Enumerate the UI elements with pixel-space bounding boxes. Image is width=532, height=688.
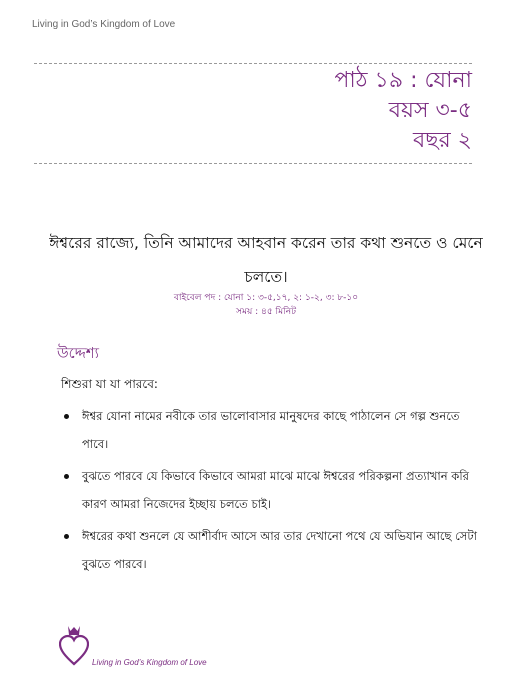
bullet-icon <box>64 414 69 419</box>
bullet-icon <box>64 474 69 479</box>
bottom-divider <box>34 163 472 164</box>
lesson-year: বছর ২ <box>413 128 472 153</box>
top-divider <box>34 63 472 64</box>
list-item <box>62 462 482 518</box>
list-item <box>62 402 482 458</box>
objectives-heading: উদ্দেশ্য <box>57 344 100 362</box>
bullet-icon <box>64 534 69 539</box>
lesson-title: পাঠ ১৯ : যোনা <box>334 68 472 93</box>
list-item-text: ঈশ্বর যোনা নামের নবীকে তার ভালোবাসার মানুষদের কাছে পাঠালেন সে গল্প শুনতে পাবে। <box>82 409 460 451</box>
list-item-text: ঈশ্বরের কথা শুনলে যে আশীর্বাদ আসে আর তার দেখানো পথে যে অভিযান আছে সেটা বুঝতে পারবে। <box>82 529 477 571</box>
lesson-age: বয়স ৩-৫ <box>388 98 472 123</box>
bible-passage: বাইবেল পদ : যোনা ১: ৩-৫,১৭, ২: ১-২, ৩: ৮-১০ <box>173 293 359 303</box>
objectives-list <box>62 402 482 582</box>
running-header: Living in God’s Kingdom of Love <box>32 19 176 30</box>
lesson-duration: সময় : ৪৫ মিনিট <box>236 307 296 317</box>
list-item <box>62 522 482 578</box>
lesson-main-title: ঈশ্বরের রাজ্যে, তিনি আমাদের আহবান করেন তার কথা শুনতে ও মেনে চলতে। <box>49 234 483 286</box>
running-footer: Living in God’s Kingdom of Love <box>92 658 207 667</box>
lesson-info <box>334 66 472 156</box>
crown-heart-icon <box>59 624 89 666</box>
objectives-intro: শিশুরা যা যা পারবে: <box>61 377 158 391</box>
list-item-text: বুঝতে পারবে যে কিভাবে কিভাবে আমরা মাঝে মাঝে ঈশ্বরের পরিকল্পনা প্রত্যাখান করি কারণ আমরা নিজেদের ইচ্ছায় চলতে চাই। <box>82 469 469 511</box>
